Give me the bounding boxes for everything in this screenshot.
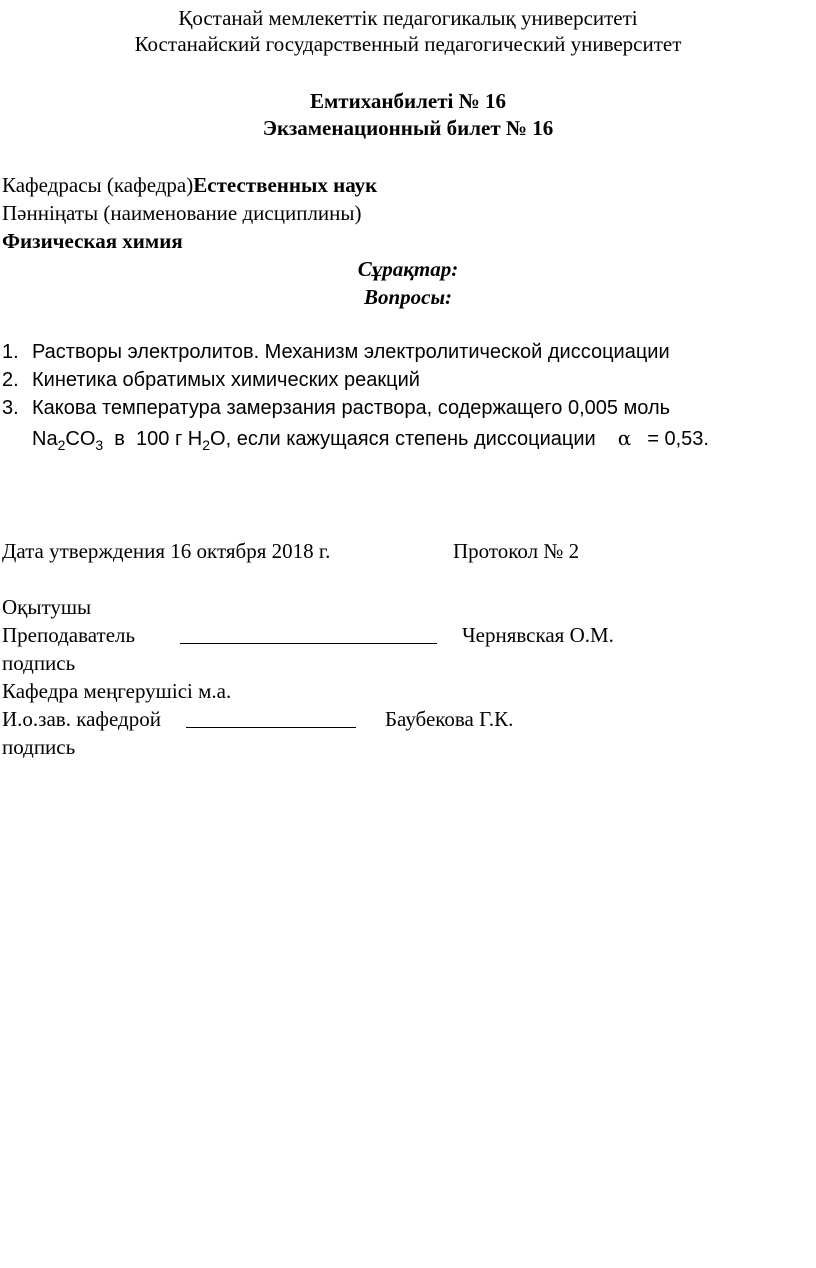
approval-date: Дата утверждения 16 октября 2018 г. [2,539,331,563]
formula-na: Na [32,428,58,450]
teacher-label-kz: Оқытушы [2,595,92,619]
question-1 [2,342,670,362]
teacher-name: Чернявская О.М. [462,623,614,647]
head-signature-line [186,709,356,732]
alpha-value: = 0,53. [647,428,709,450]
formula-h-sub: 2 [202,437,211,453]
discipline-label: Пәнніңаты (наименование дисциплины) [2,201,362,225]
question-3 [2,398,670,418]
signature-caption-2: подпись [2,735,76,759]
department-value: Естественных наук [193,173,378,197]
ticket-title-ru: Экзаменационный билет № 16 [262,116,554,140]
head-label-ru: И.о.зав. кафедрой [2,707,161,731]
question-number: 1. [2,341,19,363]
questions-heading-ru: Вопросы: [363,285,453,309]
questions-heading-kz: Сұрақтар: [357,257,459,281]
head-label-kz: Кафедра меңгерушісі м.а. [2,679,232,703]
teacher-signature-line [180,625,437,648]
question-number: 2. [2,369,19,391]
formula-co-sub: 3 [95,437,104,453]
formula-na-sub: 2 [57,437,66,453]
department-label: Кафедрасы (кафедра) [2,173,194,197]
head-name: Баубекова Г.К. [385,707,514,731]
teacher-label-ru: Преподаватель [2,623,136,647]
question-2 [2,370,420,390]
protocol-number: Протокол № 2 [453,539,580,563]
university-name-ru: Костанайский государственный педагогический университет [134,32,682,56]
discipline-value: Физическая химия [2,229,183,253]
question-text: Растворы электролитов. Механизм электролитической диссоциации [32,341,670,363]
question-text: Какова температура замерзания раствора, содержащего 0,005 моль [32,397,671,419]
question-text: Кинетика обратимых химических реакций [32,369,420,391]
formula-co: CO [65,428,96,450]
signature-caption-1: подпись [2,651,76,675]
university-name-kz: Қостанай мемлекеттік педагогикалық университеті [178,6,638,30]
question-number: 3. [2,397,19,419]
ticket-title-kz: Емтиханбилеті № 16 [309,89,506,113]
alpha-symbol: α [617,426,632,450]
department-line [2,175,377,196]
formula-middle: в 100 г H [103,428,203,450]
question-3-continuation [32,426,709,453]
formula-tail: O, если кажущаяся степень диссоциации [210,428,596,450]
